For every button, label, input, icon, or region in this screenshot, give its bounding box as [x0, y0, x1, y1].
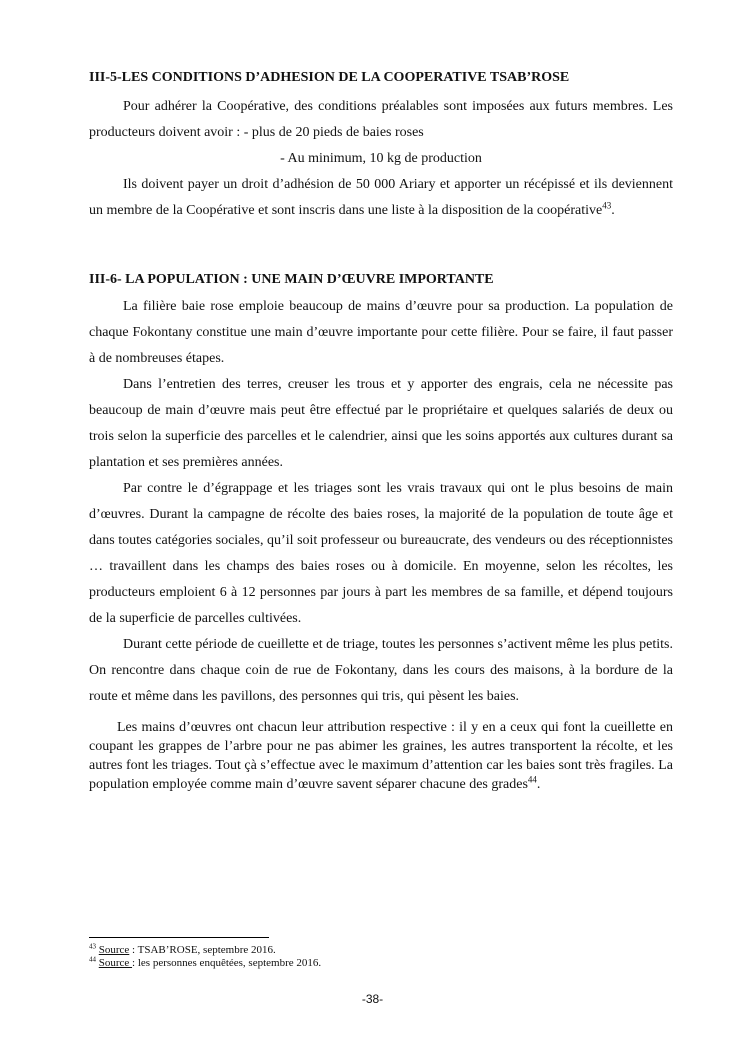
paragraph [89, 94, 673, 146]
footnote-ref: 43 [602, 200, 612, 211]
section-heading-iii-5: III-5-LES CONDITIONS D’ADHESION DE LA COOPERATIVE TSAB’ROSE [89, 70, 570, 85]
footnote-number: 44 [89, 955, 96, 964]
section-heading-iii-6: III-6- LA POPULATION : UNE MAIN D’ŒUVRE IMPORTANTE [89, 272, 494, 287]
paragraph-text: Les mains d’œuvres ont chacun leur attribution respective : il y en a ceux qui font la cueillette en coupant les grappes de l’arbre pour ne pas abimer les graines, les autres transportent la récolte, et les autres font les triages. Tout çà s’effectue avec le maximum d’attention car les baies sont très fragiles. La population employée comme main d’œuvre savent séparer chacune des grades [89, 720, 673, 792]
footnote-ref: 44 [527, 774, 537, 785]
footnote [89, 957, 673, 970]
paragraph-text: Ils doivent payer un droit d’adhésion de 50 000 Ariary et apporter un récépissé et ils deviennent un membre de la Coopérative et sont inscris dans une liste à la disposition de la coopérative [89, 177, 673, 218]
indent-spacer [89, 720, 117, 735]
footnote-number: 43 [89, 942, 96, 951]
footnote-separator [89, 937, 269, 938]
footnotes [89, 944, 673, 970]
paragraph [89, 172, 673, 224]
punctuation: . [611, 203, 615, 218]
paragraph-centered: - Au minimum, 10 kg de production [280, 151, 482, 166]
document-body [89, 64, 673, 794]
paragraph-single-spaced [89, 718, 673, 794]
footnote [89, 944, 673, 957]
footnote-text: : TSAB’ROSE, septembre 2016. [129, 944, 276, 956]
paragraph: Durant cette période de cueillette et de triage, toutes les personnes s’activent même les plus petits. On rencontre dans chaque coin de rue de Fokontany, dans les cours des maisons, à la bordure de la route et même dans les pavillons, des personnes qui tris, qui pèsent les baies. [89, 637, 673, 704]
footnote-label: Source [98, 957, 133, 969]
paragraph: Dans l’entretien des terres, creuser les trous et y apporter des engrais, cela ne nécessite pas beaucoup de main d’œuvre mais peut être effectué par le propriétaire et quelques salariés de deux ou trois selon la superficie des parcelles et le calendrier, ainsi que les soins apportés aux cultures durant sa plantation et ses premières années. [89, 377, 673, 470]
page-number: -38- [361, 992, 384, 1006]
paragraph-text: Pour adhérer la Coopérative, des conditions préalables sont imposées aux futurs membres. Les producteurs doivent avoir : - plus de 20 pieds de baies roses [89, 99, 673, 140]
punctuation: . [536, 777, 541, 792]
footnote-text: : les personnes enquêtées, septembre 2016. [132, 957, 322, 969]
paragraph: La filière baie rose emploie beaucoup de mains d’œuvre pour sa production. La population de chaque Fokontany constitue une main d’œuvre importante pour cette filière. Pour se faire, il faut passer à de nombreuses étapes. [89, 299, 673, 366]
paragraph: Par contre le d’égrappage et les triages sont les vrais travaux qui ont le plus besoins de main d’œuvres. Durant la campagne de récolte des baies roses, la majorité de la population de toute âge et dans toutes catégories sociales, qu’il soit professeur ou bureaucrate, des vendeurs ou des réceptionnistes … travaillent dans les champs des baies roses ou à domicile. En moyenne, selon les récoltes, les producteurs emploient 6 à 12 personnes par jours à part les membres de sa famille, et dépend toujours de la superficie de parcelles cultivées. [89, 481, 673, 626]
footnote-label: Source [98, 944, 130, 956]
